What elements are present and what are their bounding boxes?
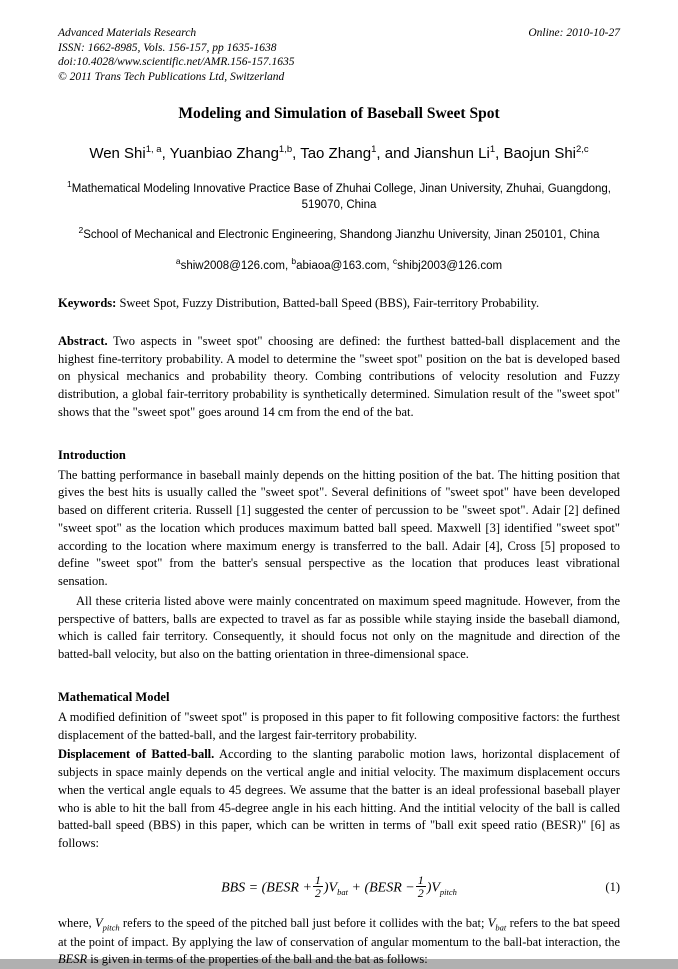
author-4-sup: 1 [489,143,496,155]
doi-line: doi:10.4028/www.scientific.net/AMR.156-157.1635 [58,56,295,69]
keywords-block [58,295,620,313]
author-2-sup: 1,b [278,143,293,155]
author-3-name: , Tao Zhang [292,144,372,162]
introduction-paragraph-1: The batting performance in baseball mainly depends on the hitting position of the bat. The hitting position that gives the best hits is usually called the "sweet spot". Several definitions of "sweet spot" have been developed based on different criteria. Russell [1] suggested the center of percussion to be "sweet spot". Adair [2] defined "sweet spot" as the location which produces maximum batted ball speed. Maxwell [3] identified "sweet spot" according to the location where maximum energy is transferred to the ball. Adair [4], Cross [5] proposed to define "sweet spot" from the batter's sensual perspective as the location that produces least vibrational sensation. [58,467,620,589]
equation-1-term1b: )V [323,880,338,896]
author-4-name: , and Jianshun Li [376,144,490,162]
equation-1-equals: = [248,880,259,896]
online-date: Online: 2010-10-27 [528,27,620,39]
model-paragraph-1: A modified definition of "sweet spot" is proposed in this paper to fit following compositive factors: the furthest displacement of the batted-ball, and the largest fair-territory probability. [58,709,620,742]
section-heading-introduction: Introduction [58,447,126,462]
equation-1-lhs: BBS [221,880,246,896]
equation-1-term2b: )V [426,880,440,896]
header-left-block [58,26,294,85]
equation-1-fraction-1-numerator: 1 [314,872,321,887]
author-5-sup: 2,c [576,143,589,155]
displacement-lead: Displacement of Batted-ball. [58,747,215,762]
equation-1-sub-pitch: pitch [439,886,457,897]
equation-1-row [58,872,620,901]
post-eq-text-3: refers to the bat speed at the point of impact. By applying the law of conservation of angular momentum to the ball-bat interaction, the [58,916,620,949]
section-heading-mathematical-model: Mathematical Model [58,689,170,704]
besr-symbol: BESR [58,952,88,967]
author-2-name: , Yuanbiao Zhang [161,144,279,162]
abstract-text: Two aspects in "sweet spot" choosing are defined: the furthest batted-ball displacement and the highest fine-territory probability. A model to determine the "sweet spot" position on the bat is developed based on physical mechanics and probability theory. Combing contributions of velocity resolution and Fuzzy distribution, a global fair-territory probability is synthetically determined. Simulation result of the "sweet spot" shows that the "sweet spot" goes around 14 cm from the end of the bat. [58,333,620,419]
email-1: shiw2008@126.com, [180,259,292,272]
equation-1-number: (1) [605,880,620,895]
page-header [58,26,620,85]
equation-1-fraction-1-denominator: 2 [314,886,321,901]
equation-1-fraction-2-denominator: 2 [417,886,424,901]
affiliation-1 [58,178,620,214]
page-title: Modeling and Simulation of Baseball Sweet Spot [178,104,500,122]
v-pitch-subscript: pitch [102,922,120,933]
author-list [58,143,620,164]
email-line [58,256,620,272]
email-sup-b: b [291,255,297,266]
post-eq-text-1: where, [58,916,95,931]
equation-1-fraction-1 [313,874,323,900]
equation-1-body [58,872,590,901]
displacement-text: According to the slanting parabolic motion laws, horizontal displacement of subjects in space mainly depends on the vertical angle and initial velocity. The maximum displacement occurs when the vertical angle equals to 45 degrees. We assume that the batter is an ideal professional baseball player who is able to hit the ball from 45-degree angle in his each hitting. And the intitial velocity of the ball is called batted-ball speed (BBS) in this paper, which can be written in terms of "ball exit speed ratio (BESR)" [6] as follows: [58,747,620,851]
affiliation-2-text: School of Mechanical and Electronic Engineering, Shandong Jianzhu University, Jinan 250101, China [83,228,600,241]
post-eq-text-2: refers to the speed of the pitched ball just before it collides with the bat; [119,916,488,931]
v-pitch-symbol: V [94,916,103,931]
equation-1-term2a: (BESR − [364,880,415,896]
equation-1-sub-bat: bat [337,886,348,897]
affiliation-2 [58,224,620,244]
equation-1-plus: + [351,880,361,896]
journal-name: Advanced Materials Research [58,27,197,39]
equation-1-fraction-2-numerator: 1 [417,872,424,887]
post-eq-text-4: is given in terms of the properties of the ball and the bat as follows: [87,952,428,967]
displacement-paragraph [58,746,620,853]
email-3: shibj2003@126.com [397,259,503,272]
author-3-sup: 1 [371,143,377,155]
keywords-text: Sweet Spot, Fuzzy Distribution, Batted-ball Speed (BBS), Fair-territory Probability. [116,296,540,311]
affiliation-2-sup: 2 [78,225,84,236]
post-equation-paragraph [58,915,620,969]
abstract-block [58,333,620,422]
equation-1-term1a: (BESR + [261,880,312,896]
equation-1-fraction-2 [416,874,426,900]
affiliation-1-sup: 1 [66,178,72,189]
abstract-label: Abstract. [58,333,108,348]
introduction-paragraph-2: All these criteria listed above were mainly concentrated on maximum speed magnitude. However, from the perspective of batters, balls are expected to travel as far as possible while staying inside the baseball diamond, which is called fair territory. Consequently, it should focus not only on the magnitude and direction of the batted-ball velocity, but also on the batting orientation in three-dimensional space. [58,593,620,662]
email-sup-c: c [392,255,398,266]
copyright-line: © 2011 Trans Tech Publications Ltd, Switzerland [58,71,285,84]
author-1-sup: 1, a [145,143,162,155]
email-sup-a: a [175,255,181,266]
email-2: abiaoa@163.com, [296,259,393,272]
keywords-label: Keywords: [58,296,117,311]
v-bat-subscript: bat [495,922,507,933]
author-5-name: , Baojun Shi [495,144,576,162]
author-1-name: Wen Shi [89,144,146,162]
issn-line: ISSN: 1662-8985, Vols. 156-157, pp 1635-1638 [58,41,277,54]
affiliation-1-text: Mathematical Modeling Innovative Practice Base of Zhuhai College, Jinan University, Zhuhai, Guangdong, 519070, China [71,182,612,212]
v-bat-symbol: V [487,916,496,931]
